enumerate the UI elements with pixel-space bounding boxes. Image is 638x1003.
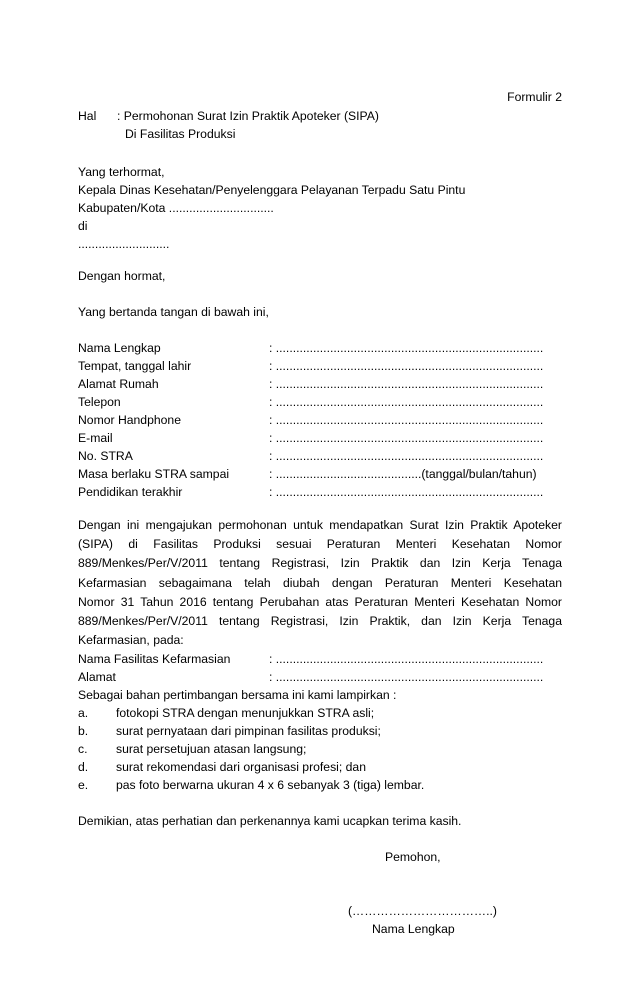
subject-line-2: Di Fasilitas Produksi [125, 127, 236, 141]
body-line: 889/Menkes/Per/V/2011 tentang Registrasi, Izin Praktik dan Izin Kerja Tenaga [78, 556, 562, 571]
attachment-text: surat persetujuan atasan langsung; [116, 742, 307, 756]
field-value: : ............................................................................... [269, 670, 544, 684]
field-row-facility-address [78, 668, 562, 686]
attachment-item [78, 704, 374, 722]
signature-role: Pemohon, [385, 850, 441, 864]
subject-line-1: : Permohonan Surat Izin Praktik Apoteker (SIPA) [117, 109, 379, 123]
field-row-address [78, 375, 562, 393]
attachment-marker: b. [78, 724, 89, 738]
field-value: : ............................................................................... [269, 652, 544, 666]
field-row-full-name [78, 339, 562, 357]
field-value: : ............................................................................... [269, 359, 544, 373]
field-row-phone [78, 393, 562, 411]
attachment-item [78, 740, 306, 758]
field-label: Nomor Handphone [78, 413, 181, 427]
field-label: Alamat [78, 670, 116, 684]
addressee-di: di [78, 219, 88, 233]
body-line: (SIPA) di Fasilitas Produksi sesuai Peraturan Menteri Kesehatan Nomor [78, 537, 562, 552]
field-label: Nama Fasilitas Kefarmasian [78, 652, 231, 666]
field-label: Masa berlaku STRA sampai [78, 467, 230, 481]
field-row-email [78, 429, 562, 447]
field-value: : ............................................................................... [269, 377, 544, 391]
body-line: 889/Menkes/Per/V/2011 tentang Registrasi, Izin Praktik, dan Izin Kerja Tenaga [78, 613, 562, 628]
field-label: Alamat Rumah [78, 377, 159, 391]
field-value: : ............................................................................... [269, 413, 544, 427]
field-row-handphone [78, 411, 562, 429]
field-label: Nama Lengkap [78, 341, 161, 355]
closing-text: Demikian, atas perhatian dan perkenannya kami ucapkan terima kasih. [78, 814, 462, 828]
attachment-text: surat pernyataan dari pimpinan fasilitas produksi; [116, 724, 381, 738]
field-row-stra [78, 447, 562, 465]
body-paragraph [78, 516, 562, 650]
attachment-item [78, 758, 366, 776]
field-label: Tempat, tanggal lahir [78, 359, 192, 373]
field-value: : ............................................................................... [269, 485, 544, 499]
attachment-text: fotokopi STRA dengan menunjukkan STRA asli; [116, 706, 375, 720]
field-value: : ...........................................(tanggal/bulan/tahun) [269, 467, 537, 481]
attachment-item [78, 776, 424, 794]
attachment-text: surat rekomendasi dari organisasi profesi; dan [116, 760, 366, 774]
intro-text: Yang bertanda tangan di bawah ini, [78, 305, 269, 319]
field-value: : ............................................................................... [269, 341, 544, 355]
signature-name: Nama Lengkap [372, 922, 455, 936]
field-label: E-mail [78, 431, 113, 445]
field-label: Pendidikan terakhir [78, 485, 183, 499]
attachment-item [78, 722, 381, 740]
field-row-stra-validity [78, 465, 562, 483]
attachment-marker: c. [78, 742, 88, 756]
field-value: : ............................................................................... [269, 395, 544, 409]
form-number: Formulir 2 [507, 90, 562, 104]
addressee-location: ........................... [78, 237, 170, 251]
field-row-education [78, 483, 562, 501]
field-value: : ............................................................................... [269, 431, 544, 445]
attachments-intro: Sebagai bahan pertimbangan bersama ini kami lampirkan : [78, 688, 397, 702]
body-line: Nomor 31 Tahun 2016 tentang Perubahan atas Peraturan Menteri Kesehatan Nomor [78, 594, 562, 609]
field-label: No. STRA [78, 449, 133, 463]
field-label: Telepon [78, 395, 121, 409]
body-line: Kefarmasian sebagaimana telah diubah dengan Peraturan Menteri Kesehatan [78, 575, 562, 590]
addressee-city: Kabupaten/Kota ............................... [78, 201, 274, 215]
field-row-facility-name [78, 650, 562, 668]
field-row-birth [78, 357, 562, 375]
attachment-text: pas foto berwarna ukuran 4 x 6 sebanyak 3 (tiga) lembar. [116, 778, 425, 792]
field-value: : ............................................................................... [269, 449, 544, 463]
subject-label: Hal [78, 109, 97, 123]
addressee-salutation: Yang terhormat, [78, 165, 165, 179]
greeting: Dengan hormat, [78, 269, 166, 283]
signature-blank: (……………………………..) [348, 904, 497, 918]
attachment-marker: a. [78, 706, 89, 720]
body-line: Dengan ini mengajukan permohonan untuk mendapatkan Surat Izin Praktik Apoteker [78, 518, 562, 532]
attachment-marker: e. [78, 778, 89, 792]
attachment-marker: d. [78, 760, 89, 774]
addressee-title: Kepala Dinas Kesehatan/Penyelenggara Pelayanan Terpadu Satu Pintu [78, 183, 466, 197]
body-line: Kefarmasian, pada: [78, 633, 184, 648]
